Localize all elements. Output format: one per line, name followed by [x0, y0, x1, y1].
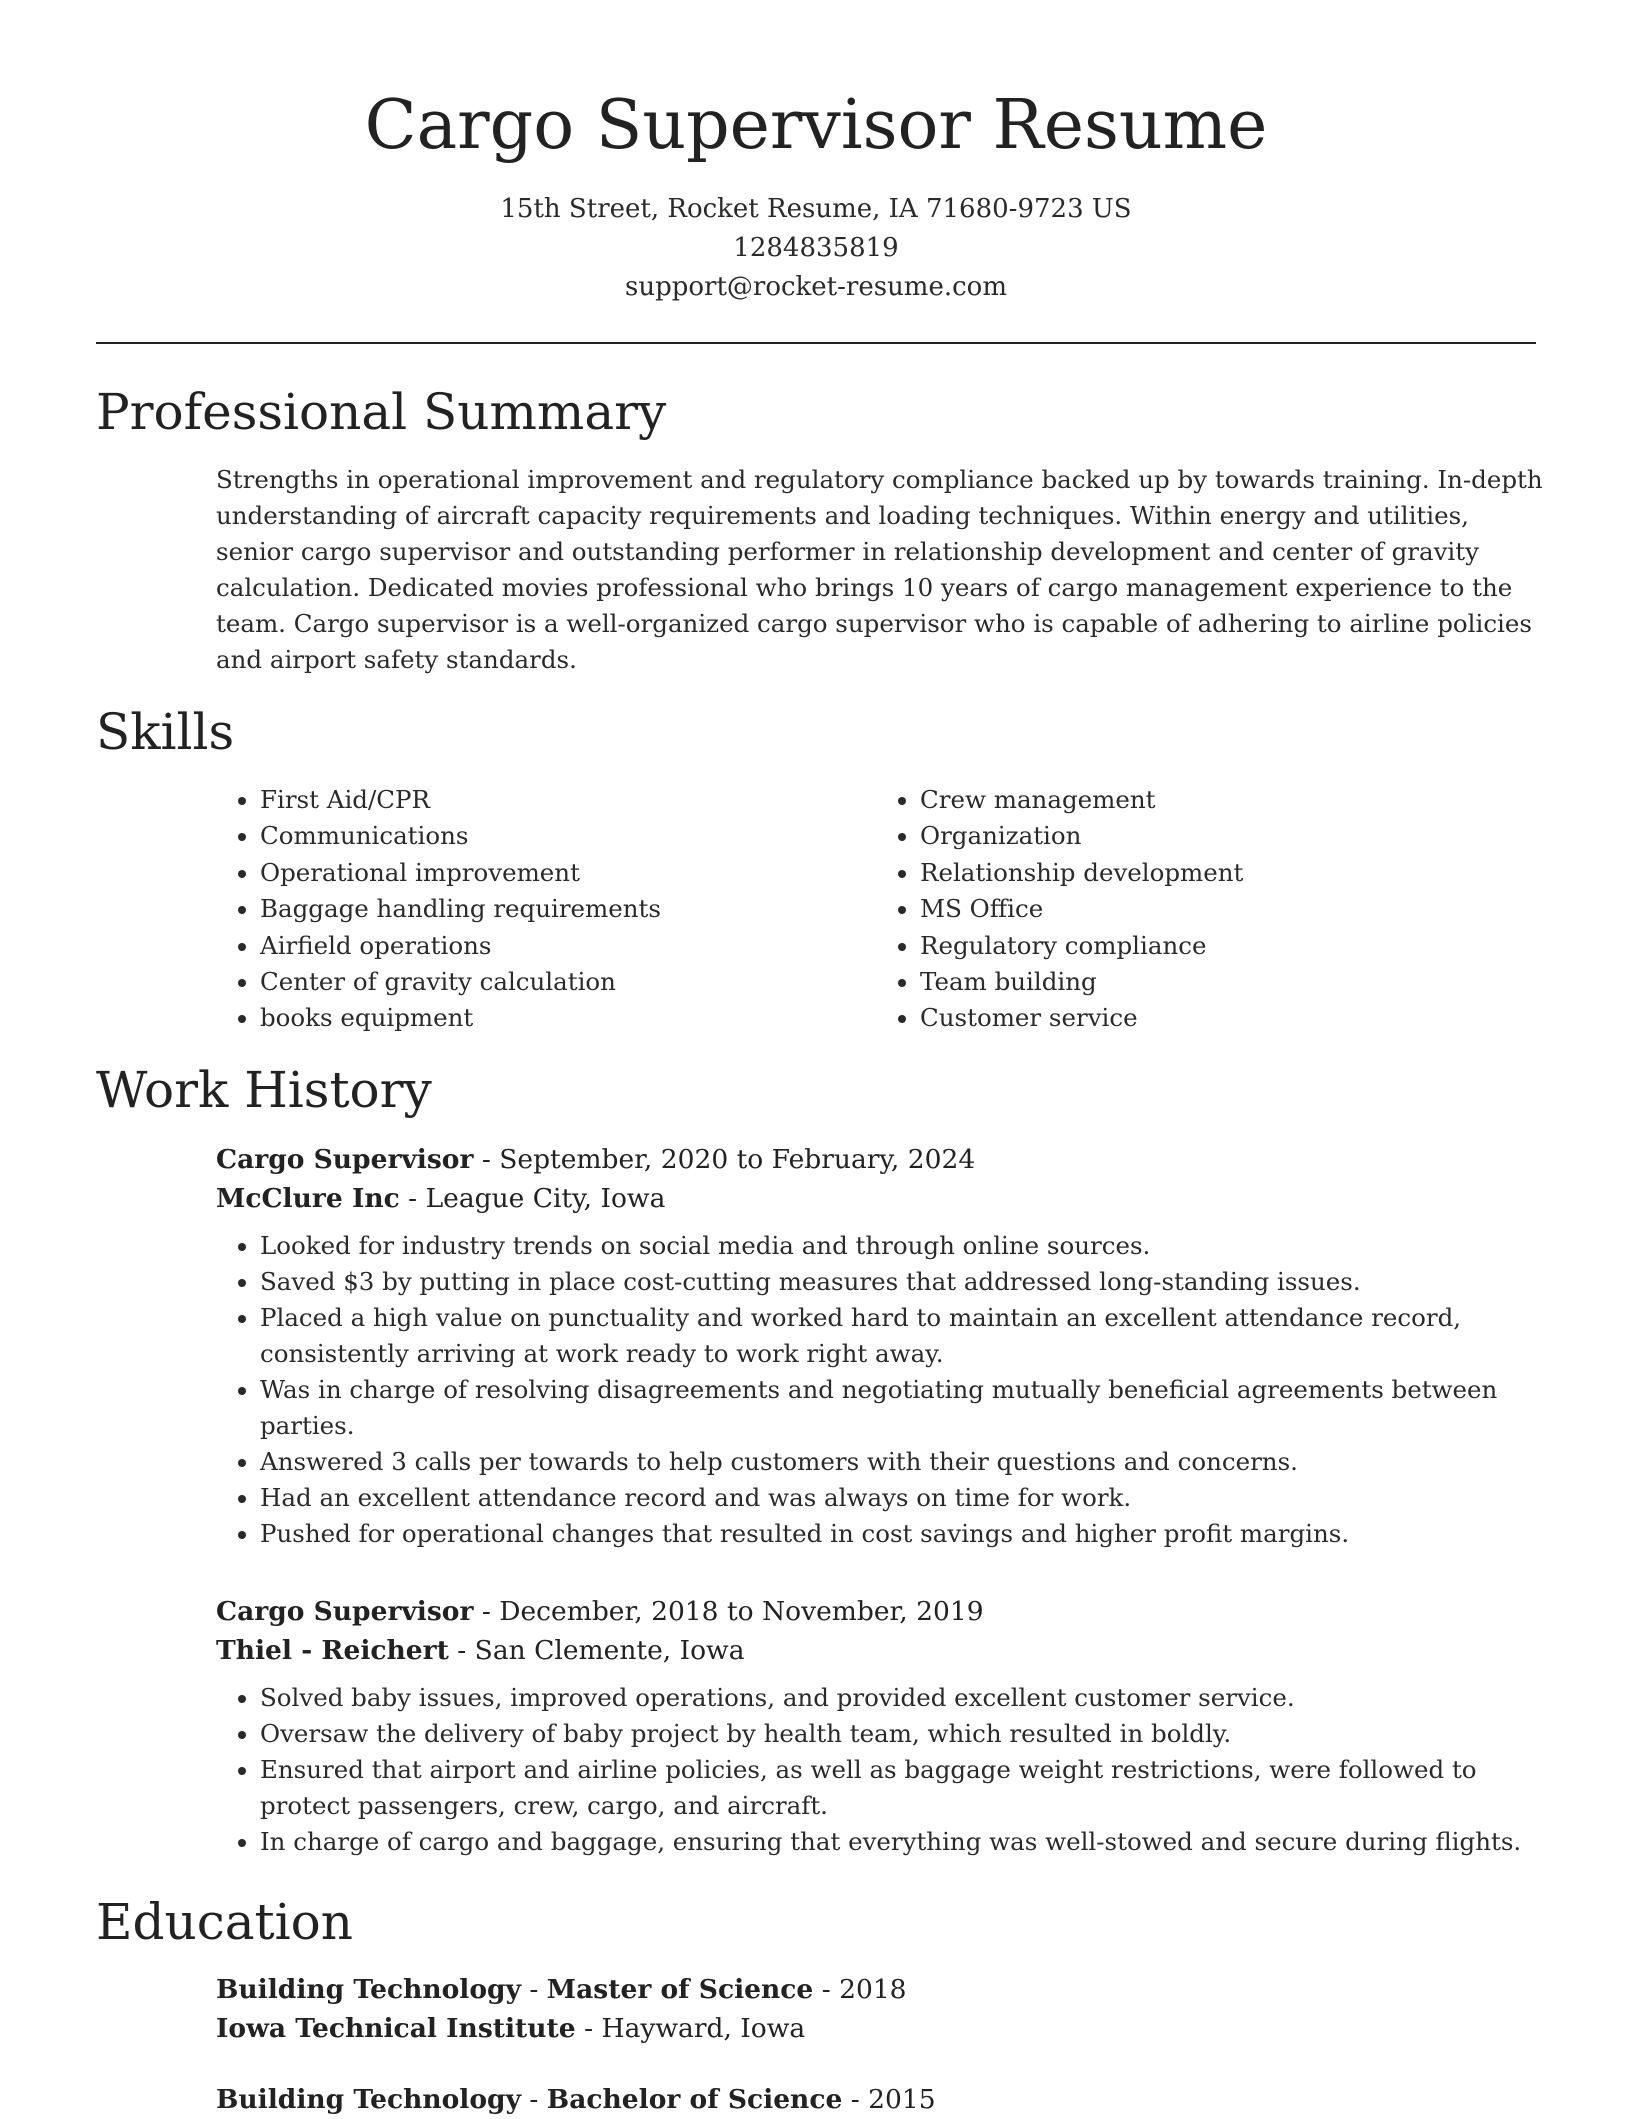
separator: -: [473, 1144, 500, 1175]
skill-item: • books equipment: [260, 1000, 876, 1036]
education-school-line: [216, 2009, 1546, 2048]
summary-text: Strengths in operational improvement and regulatory compliance backed up by towards training. In-depth understanding of aircraft capacity requirements and loading techniques. Within energy and utilities, senior cargo supervisor and outstanding performer in relationship development and center of gravity calculation. Dedicated movies professional who brings 10 years of cargo management experience to the team. Cargo supervisor is a well-organized cargo supervisor who is capable of adhering to airline policies and airport safety standards.: [216, 465, 1543, 674]
job-company: McClure Inc: [216, 1183, 400, 1214]
resume-title: Cargo Supervisor Resume: [364, 86, 1268, 165]
contact-block: [0, 190, 1632, 307]
skill-item: • Baggage handling requirements: [260, 891, 876, 927]
separator: -: [399, 1183, 426, 1214]
job-title-line: [216, 1140, 1546, 1179]
header-divider: [96, 342, 1536, 344]
job-company-line: [216, 1179, 1546, 1218]
skill-item: • MS Office: [920, 891, 1536, 927]
skills-list-right: [876, 782, 1536, 1037]
skill-item: • Communications: [260, 818, 876, 854]
skill-item: • Regulatory compliance: [920, 928, 1536, 964]
job-title-line: [216, 1592, 1546, 1631]
job-bullet: • Placed a high value on punctuality and worked hard to maintain an excellent attendance record, consistently arriving at work ready to work right away.: [260, 1300, 1546, 1372]
skills-columns: [216, 782, 1536, 1037]
education-entry: [216, 2080, 1546, 2119]
skills-list-left: [216, 782, 876, 1037]
skill-item: • First Aid/CPR: [260, 782, 876, 818]
education-degree-line: [216, 2080, 1546, 2119]
separator: -: [448, 1635, 475, 1666]
job-role: Cargo Supervisor: [216, 1596, 474, 1627]
separator: -: [842, 2084, 869, 2115]
skill-item: • Airfield operations: [260, 928, 876, 964]
skill-item: • Operational improvement: [260, 855, 876, 891]
job-entry: [216, 1592, 1546, 1860]
education-degree: Master of Science: [546, 1974, 814, 2005]
job-dates: December, 2018 to November, 2019: [499, 1596, 984, 1627]
education-field: Building Technology: [216, 1974, 521, 2005]
education-year: 2018: [839, 1974, 907, 2005]
job-bullet: • Saved $3 by putting in place cost-cutting measures that addressed long-standing issues.: [260, 1264, 1546, 1300]
job-company: Thiel - Reichert: [216, 1635, 449, 1666]
job-location: San Clemente, Iowa: [474, 1635, 745, 1666]
job-bullets: [216, 1680, 1546, 1860]
skill-item: • Center of gravity calculation: [260, 964, 876, 1000]
resume-header: [0, 0, 1632, 307]
education-field: Building Technology: [216, 2084, 521, 2115]
job-dates: September, 2020 to February, 2024: [499, 1144, 976, 1175]
skill-item: • Relationship development: [920, 855, 1536, 891]
job-bullet: • Had an excellent attendance record and was always on time for work.: [260, 1480, 1546, 1516]
section-title-work: Work History: [96, 1061, 432, 1119]
contact-phone: 1284835819: [733, 233, 899, 263]
section-title-summary: Professional Summary: [96, 383, 667, 441]
education-degree-line: [216, 1970, 1546, 2009]
contact-address: 15th Street, Rocket Resume, IA 71680-9723 US: [500, 194, 1132, 224]
job-bullet: • Answered 3 calls per towards to help customers with their questions and concerns.: [260, 1444, 1546, 1480]
skill-item: • Organization: [920, 818, 1536, 854]
education-location: Hayward, Iowa: [601, 2013, 806, 2044]
skill-item: • Crew management: [920, 782, 1536, 818]
separator: -: [813, 1974, 840, 2005]
job-bullet: • Solved baby issues, improved operations, and provided excellent customer service.: [260, 1680, 1546, 1716]
education-degree: Bachelor of Science: [546, 2084, 843, 2115]
section-title-education: Education: [96, 1893, 353, 1951]
skill-item: • Team building: [920, 964, 1536, 1000]
job-bullets: [216, 1228, 1546, 1552]
education-entry: [216, 1970, 1546, 2048]
separator: -: [520, 2084, 547, 2115]
section-title-skills: Skills: [96, 703, 235, 761]
job-bullet: • Pushed for operational changes that resulted in cost savings and higher profit margins.: [260, 1516, 1546, 1552]
separator: -: [575, 2013, 602, 2044]
job-bullet: • Looked for industry trends on social media and through online sources.: [260, 1228, 1546, 1264]
skill-item: • Customer service: [920, 1000, 1536, 1036]
job-location: League City, Iowa: [425, 1183, 666, 1214]
job-bullet: • Ensured that airport and airline policies, as well as baggage weight restrictions, were followed to protect passengers, crew, cargo, and aircraft.: [260, 1752, 1546, 1824]
job-company-line: [216, 1631, 1546, 1670]
separator: -: [473, 1596, 500, 1627]
job-bullet: • In charge of cargo and baggage, ensuring that everything was well-stowed and secure during flights.: [260, 1824, 1546, 1860]
education-year: 2015: [868, 2084, 936, 2115]
job-bullet: • Oversaw the delivery of baby project by health team, which resulted in boldly.: [260, 1716, 1546, 1752]
job-bullet: • Was in charge of resolving disagreements and negotiating mutually beneficial agreements between parties.: [260, 1372, 1546, 1444]
job-role: Cargo Supervisor: [216, 1144, 474, 1175]
contact-email: support@rocket-resume.com: [624, 272, 1007, 302]
job-entry: [216, 1140, 1546, 1552]
separator: -: [520, 1974, 547, 2005]
education-school: Iowa Technical Institute: [216, 2013, 576, 2044]
